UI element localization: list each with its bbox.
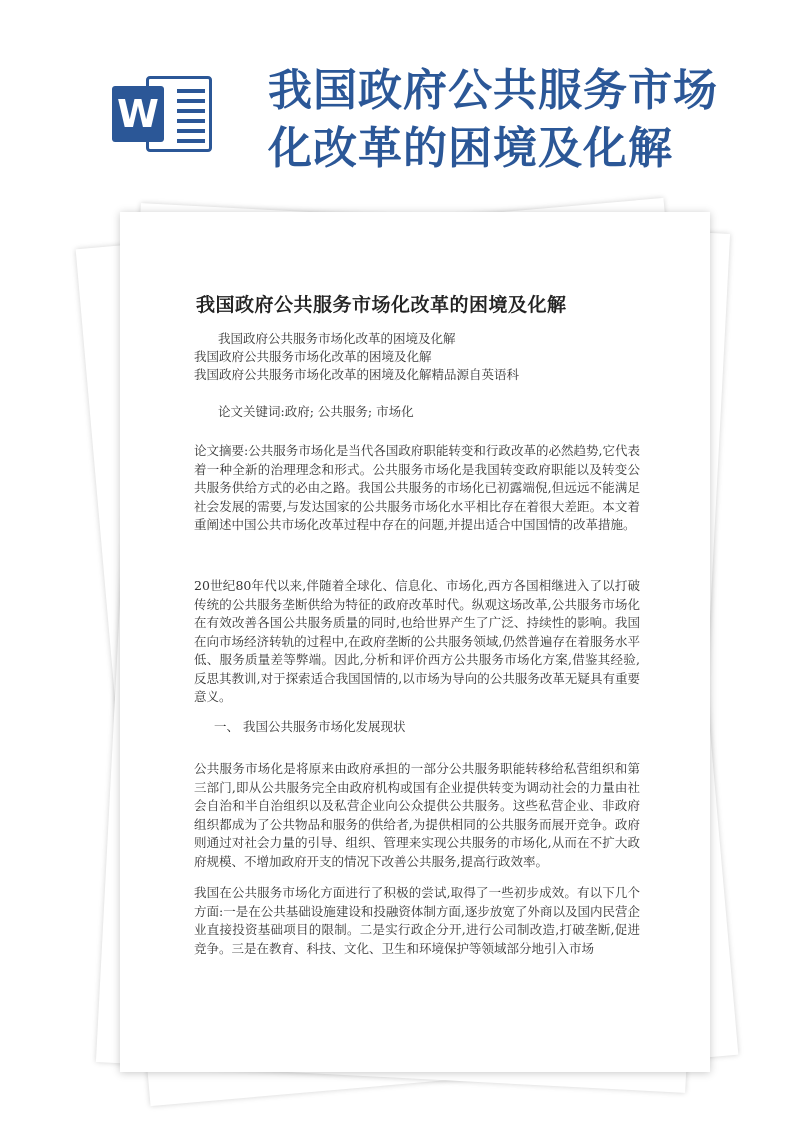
document-meta bbox=[194, 330, 519, 384]
document-page bbox=[120, 212, 710, 1072]
body-paragraph: 我国在公共服务市场化方面进行了积极的尝试,取得了一些初步成效。有以下几个方面:一是在公共基础设施建设和投融资体制方面,逐步放宽了外商以及国内民营企业直接投资基础项目的限制。二是实行政企分开,进行公司制改造,打破垄断,促进竞争。三是在教育、科技、文化、卫生和环境保护等领域部分地引入市场 bbox=[194, 885, 640, 956]
body-paragraph: 20世纪80年代以来,伴随着全球化、信息化、市场化,西方各国相继进入了以打破传统的公共服务垄断供给为特征的政府改革时代。纵观这场改革,公共服务市场化在有效改善各国公共服务质量的同时,也给世界产生了广泛、持续性的影响。我国在向市场经济转轨的过程中,在政府垄断的公共服务领域,仍然普遍存在着服务水平低、服务质量差等弊端。因此,分析和评价西方公共服务市场化方案,借鉴其经验,反思其教训,对于探索适合我国国情的,以市场为导向的公共服务改革无疑具有重要意义。 bbox=[194, 578, 640, 704]
meta-line: 我国政府公共服务市场化改革的困境及化解 bbox=[218, 331, 456, 346]
body-paragraph: 公共服务市场化是将原来由政府承担的一部分公共服务职能转移给私营组织和第三部门,即从公共服务完全由政府机构或国有企业提供转变为调动社会的力量由社会自治和半自治组织以及私营企业向公众提供公共服务。这些私营企业、非政府组织都成为了公共物品和服务的供给者,为提供相同的公共服务而展开竞争。政府则通过对社会力量的引导、组织、管理来实现公共服务的市场化,从而在不扩大政府规模、不增加政府开支的情况下改善公共服务,提高行政效率。 bbox=[194, 761, 640, 869]
word-letter: W bbox=[112, 86, 164, 142]
banner-title-line1: 我国政府公共服务市场 bbox=[268, 65, 718, 116]
banner-title-line2: 化改革的困境及化解 bbox=[268, 123, 673, 174]
word-logo-icon bbox=[112, 72, 216, 156]
abstract-paragraph: 论文摘要:公共服务市场化是当代各国政府职能转变和行政改革的必然趋势,它代表着一种全新的治理理念和形式。公共服务市场化是我国转变政府职能以及转变公共服务供给方式的必由之路。我国公共服务的市场化已初露端倪,但远远不能满足社会发展的需要,与发达国家的公共服务市场化水平相比存在着很大差距。本文着重阐述中国公共市场化改革过程中存在的问题,并提出适合中国国情的改革措施。 bbox=[194, 443, 640, 532]
document-title: 我国政府公共服务市场化改革的困境及化解 bbox=[196, 294, 567, 316]
meta-line: 我国政府公共服务市场化改革的困境及化解 bbox=[194, 349, 432, 364]
section-heading: 一、 我国公共服务市场化发展现状 bbox=[214, 719, 406, 734]
keywords: 论文关键词:政府; 公共服务; 市场化 bbox=[218, 404, 414, 419]
banner-title bbox=[268, 62, 768, 178]
meta-line: 我国政府公共服务市场化改革的困境及化解精品源自英语科 bbox=[194, 367, 520, 382]
